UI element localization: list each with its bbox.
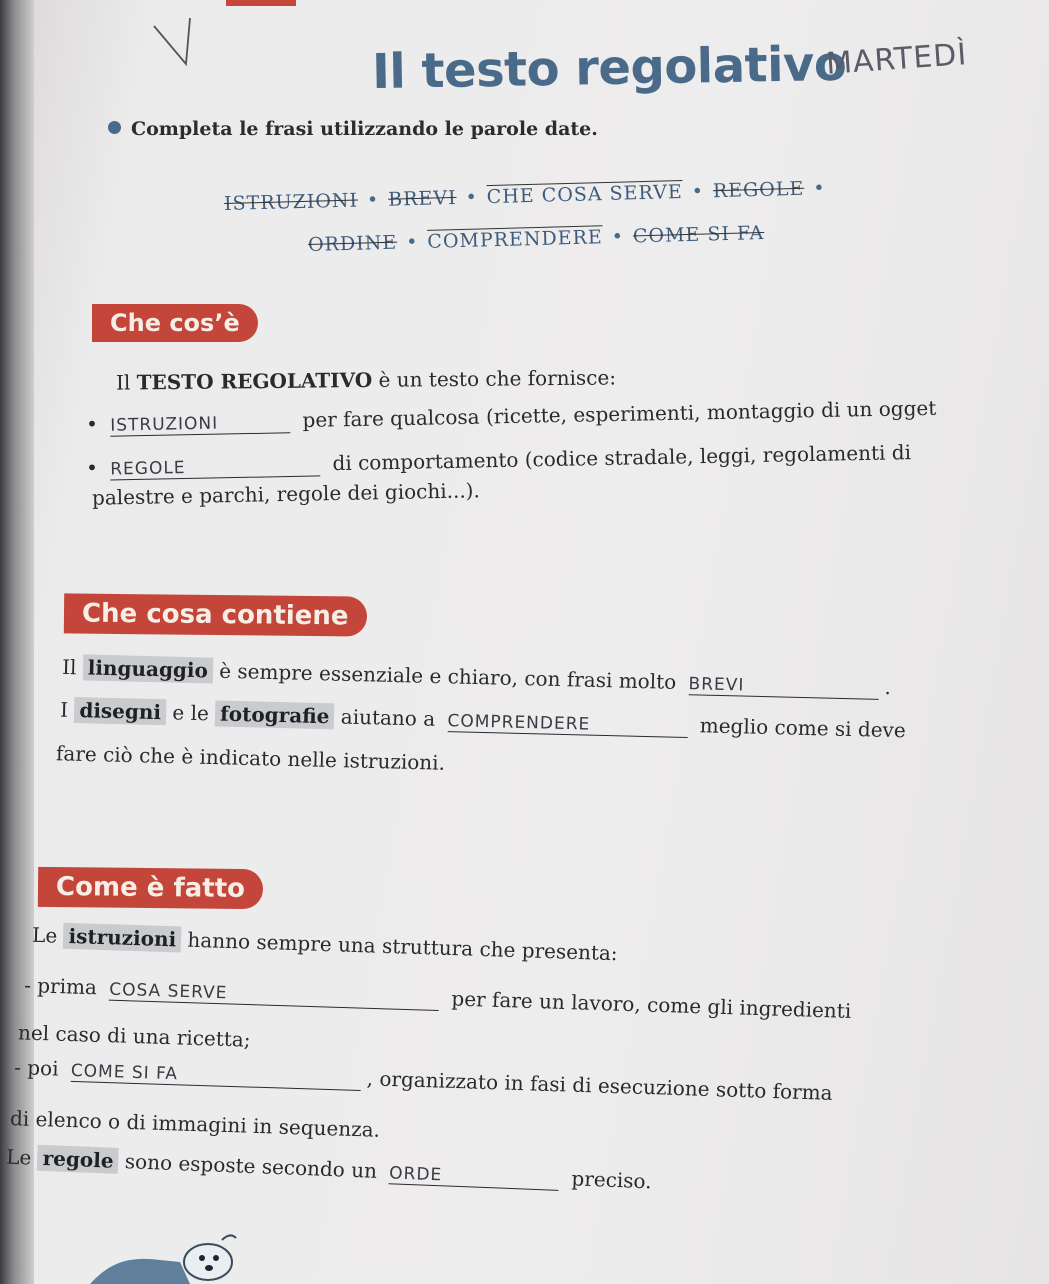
highlight-term: disegni xyxy=(74,697,166,725)
word-bank-item: ISTRUZIONI xyxy=(223,189,359,215)
section3-line4: - poi COME SI FA , organizzato in fasi di esecuzione sotto forma xyxy=(13,1055,833,1105)
section2-line2: I disegni e le fotografie aiutano a COMPRENDERE meglio come si deve xyxy=(59,697,907,743)
answer-blank[interactable]: COSA SERVE xyxy=(109,980,439,1011)
section3-line5: di elenco o di immagini in sequenza. xyxy=(9,1106,381,1142)
word-bank-item: COMPRENDERE xyxy=(427,226,604,253)
answer-blank[interactable]: COMPRENDERE xyxy=(447,711,687,738)
section3-line1: Le istruzioni hanno sempre una struttura che presenta: xyxy=(31,922,619,966)
section-heading-che-cose: Che cos’è xyxy=(92,304,258,342)
section-heading-che-cosa-contiene: Che cosa contiene xyxy=(64,593,367,636)
section1-intro: Il TESTO REGOLATIVO è un testo che fornisce: xyxy=(115,365,617,395)
section3-line2: - prima COSA SERVE per fare un lavoro, come gli ingredienti xyxy=(23,973,852,1023)
page-title: Il testo regolativo xyxy=(371,35,847,101)
section2-line1: Il linguaggio è sempre essenziale e chiaro, con frasi molto BREVI . xyxy=(61,654,892,700)
word-bank-row-2: ORDINE • COMPRENDERE • COME SI FA xyxy=(307,222,765,256)
word-bank-item: CHE COSA SERVE xyxy=(486,180,684,209)
section1-item1: • ISTRUZIONI per fare qualcosa (ricette, esperimenti, montaggio di un ogget xyxy=(85,395,937,437)
word-bank-item: COME SI FA xyxy=(632,222,765,248)
highlight-term: linguaggio xyxy=(82,654,213,683)
answer-blank[interactable]: ISTRUZIONI xyxy=(110,412,290,436)
word-bank-item: BREVI xyxy=(387,186,457,211)
section-heading-come-e-fatto: Come è fatto xyxy=(38,867,263,909)
answer-blank[interactable]: BREVI xyxy=(688,674,878,700)
word-bank-row-1: ISTRUZIONI • BREVI • CHE COSA SERVE • REGOLE • xyxy=(223,177,826,215)
word-bank-item: ORDINE xyxy=(307,231,398,256)
handwritten-date: MARTEDÌ xyxy=(824,37,969,82)
dog-mascot-icon xyxy=(90,1222,260,1284)
exercise-instruction: Completa le frasi utilizzando le parole date. xyxy=(108,118,598,140)
section1-item2-continued: palestre e parchi, regole dei giochi...). xyxy=(91,478,481,510)
section3-line6: Le regole sono esposte secondo un ORDE preciso. xyxy=(5,1144,653,1194)
answer-blank[interactable]: ORDE xyxy=(389,1163,560,1191)
section3-line3: nel caso di una ricetta; xyxy=(17,1020,251,1052)
word-bank-item: REGOLE xyxy=(712,177,805,203)
answer-blank[interactable]: REGOLE xyxy=(110,455,320,480)
section1-item2: • REGOLE di comportamento (codice stradale, leggi, regolamenti di xyxy=(85,440,912,480)
pencil-check-mark-icon xyxy=(150,14,210,74)
bullet-icon xyxy=(108,121,121,134)
highlight-term: istruzioni xyxy=(63,923,181,953)
highlight-term: fotografie xyxy=(215,700,335,729)
highlight-term: regole xyxy=(37,1145,119,1174)
book-binding xyxy=(0,0,34,1284)
section2-line3: fare ciò che è indicato nelle istruzioni. xyxy=(55,741,446,775)
top-color-strip xyxy=(226,0,296,6)
answer-blank[interactable]: COME SI FA xyxy=(71,1061,362,1091)
